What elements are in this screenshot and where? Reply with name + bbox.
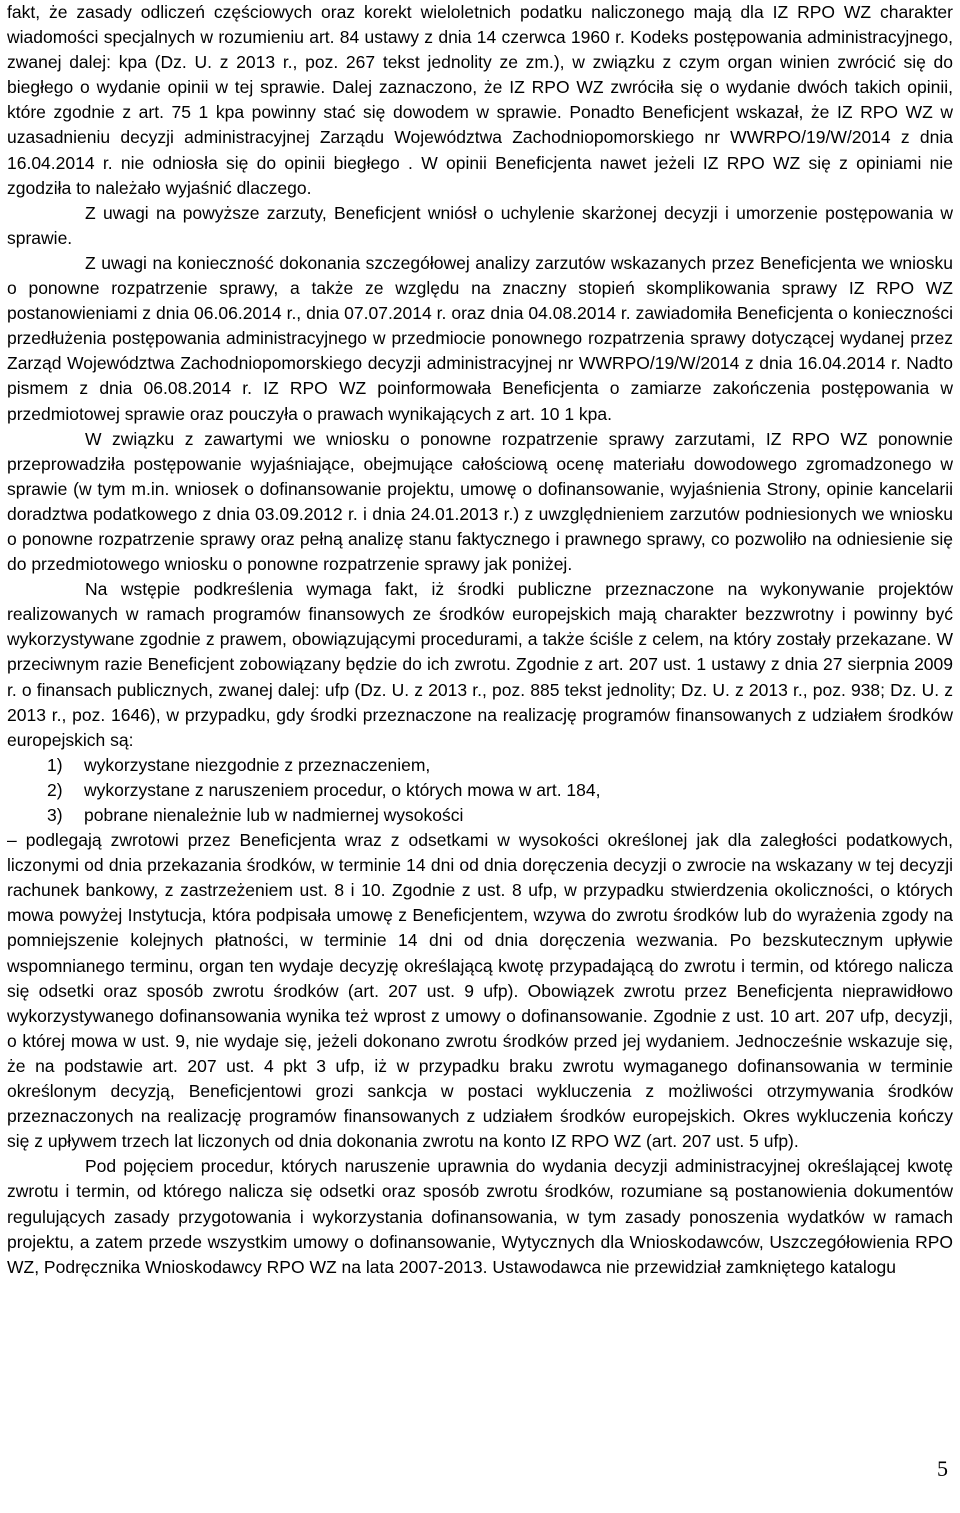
list-item-text: wykorzystane z naruszeniem procedur, o których mowa w art. 184, [84,779,601,800]
paragraph-investigation: W związku z zawartymi we wniosku o ponowne rozpatrzenie sprawy zarzutami, IZ RPO WZ ponownie przeprowadziła postępowanie wyjaśniające, obejmujące całościową ocenę materiału dowodowego zgromadzonego w sprawie (w tym m.in. wniosek o dofinansowanie projektu, umowę o dofinansowanie, wyjaśnienia Strony, opinie kancelarii doradztwa podatkowego z dnia 03.09.2012 r. i dnia 24.01.2013 r.) z uwzględnieniem zarzutów podniesionych we wniosku o ponowne rozpatrzenie sprawy oraz pełną analizę stanu faktycznego i prawnego sprawy, co pozwoliło na odniesienie się do przedmiotowego wniosku o ponowne rozpatrzenie sprawy jak poniżej. [7,428,953,575]
list-item [47,803,953,828]
list-item [47,778,953,803]
page-number: 5 [937,1456,948,1481]
enumerated-list [7,753,953,828]
list-item [47,753,953,778]
paragraph-extension: Z uwagi na konieczność dokonania szczegółowej analizy zarzutów wskazanych przez Beneficjenta we wniosku o ponowne rozpatrzenie sprawy, a także ze względu na znaczny stopień skomplikowania sprawy IZ RPO WZ postanowieniami z dnia 06.06.2014 r., dnia 07.07.2014 r. oraz dnia 04.08.2014 r. zawiadomiła Beneficjenta o konieczności przedłużenia postępowania administracyjnego w przedmiocie ponownego rozpatrzenia sprawy dotyczącej wydanej przez Zarząd Województwa Zachodniopomorskiego decyzji administracyjnej nr WWRPO/19/W/2014 z dnia 16.04.2014 r. Nadto pismem z dnia 06.08.2014 r. IZ RPO WZ poinformowała Beneficjenta o zamiarze zakończenia postępowania w przedmiotowej sprawie oraz pouczyła o prawach wynikających z art. 10 1 kpa. [7,252,953,424]
list-item-text: wykorzystane niezgodnie z przeznaczeniem, [84,754,431,775]
list-item-number: 3) [47,805,63,825]
paragraph-continuation: fakt, że zasady odliczeń częściowych oraz korekt wieloletnich podatku naliczonego mają dla IZ RPO WZ charakter wiadomości specjalnych w rozumieniu art. 84 ustawy z dnia 14 czerwca 1960 r. Kodeks postępowania administracyjnego, zwanej dalej: kpa (Dz. U. z 2013 r., poz. 267 tekst jednolity ze zm.), w związku z czym organ winien zwrócić się do biegłego o wydanie opinii w tej sprawie. Dalej zaznaczono, że IZ RPO WZ zwróciła się o wydanie dwóch takich opinii, które zgodnie z art. 75 1 kpa powinny stać się dowodem w sprawie. Ponadto Beneficjent wskazał, że IZ RPO WZ w uzasadnieniu decyzji administracyjnej Zarządu Województwa Zachodniopomorskiego nr WWRPO/19/W/2014 z dnia 16.04.2014 r. nie odniosła się do opinii biegłego . W opinii Beneficjenta nawet jeżeli IZ RPO WZ się z opiniami nie zgodziła to należało wyjaśnić dlaczego. [7,2,953,198]
document-page [7,0,953,1280]
paragraph-procedures: Pod pojęciem procedur, których naruszenie uprawnia do wydania decyzji administracyjnej określającej kwotę zwrotu i termin, od którego nalicza się odsetki oraz sposób zwrotu środków, rozumiane są postanowienia dokumentów regulujących zasady przygotowania i wykorzystania dofinansowania, w tym zasady ponoszenia wydatków w ramach projektu, a zatem przede wszystkim umowy o dofinansowanie, Wytycznych dla Wnioskodawców, Uszczegółowienia RPO WZ, Podręcznika Wnioskodawcy RPO WZ na lata 2007-2013. Ustawodawca nie przewidział zamkniętego katalogu [7,1156,953,1277]
paragraph-objections: Z uwagi na powyższe zarzuty, Beneficjent wniósł o uchylenie skarżonej decyzji i umorzenie postępowania w sprawie. [7,202,953,248]
paragraph-repayment: – podlegają zwrotowi przez Beneficjenta wraz z odsetkami w wysokości określonej jak dla zaległości podatkowych, liczonymi od dnia przekazania środków, w terminie 14 dni od dnia doręczenia decyzji o zwrocie na wskazany w tej decyzji rachunek bankowy, z zastrzeżeniem ust. 8 i 10. Zgodnie z ust. 8 ufp, w przypadku stwierdzenia okoliczności, o których mowa powyżej Instytucja, która podpisała umowę z Beneficjentem, wzywa do zwrotu środków lub do wyrażenia zgody na pomniejszenie kolejnych płatności, w terminie 14 dni od dnia doręczenia wezwania. Po bezskutecznym upływie wspomnianego terminu, organ ten wydaje decyzję określającą kwotę przypadającą do zwrotu i termin, od którego nalicza się odsetki oraz sposób zwrotu środków (art. 207 ust. 9 ufp). Obowiązek zwrotu przez Beneficjenta nieprawidłowo wykorzystywanego dofinansowania wynika też wprost z umowy o dofinansowanie. Zgodnie z ust. 10 art. 207 ufp, decyzji, o której mowa w ust. 9, nie wydaje się, jeżeli dokonano zwrotu środków przed jej wydaniem. Jednocześnie wskazuje się, że na podstawie art. 207 ust. 4 pkt 3 ufp, iż w przypadku braku zwrotu wymaganego dofinansowania w terminie określonym decyzją, Beneficjentowi grozi sankcja w postaci wykluczenia z możliwości otrzymywania środków przeznaczonych na realizację programów finansowanych z udziałem środków europejskich. Okres wykluczenia kończy się z upływem trzech lat liczonych od dnia dokonania zwrotu na konto IZ RPO WZ (art. 207 ust. 5 ufp). [7,830,953,1152]
list-item-number: 1) [47,754,63,775]
list-item-number: 2) [47,779,63,800]
list-item-text: pobrane nienależnie lub w nadmiernej wysokości [84,805,464,825]
paragraph-public-funds: Na wstępie podkreślenia wymaga fakt, iż środki publiczne przeznaczone na wykonywanie projektów realizowanych w ramach programów finansowych ze środków europejskich mają charakter bezzwrotny i powinny być wykorzystywane zgodnie z prawem, obowiązującymi procedurami, a także ściśle z celem, na który zostały przekazane. W przeciwnym razie Beneficjent zobowiązany będzie do ich zwrotu. Zgodnie z art. 207 ust. 1 ustawy z dnia 27 sierpnia 2009 r. o finansach publicznych, zwanej dalej: ufp (Dz. U. z 2013 r., poz. 885 tekst jednolity; Dz. U. z 2013 r., poz. 938; Dz. U. z 2013 r., poz. 1646), w przypadku, gdy środki przeznaczone na realizację programów finansowanych z udziałem środków europejskich są: [7,579,953,750]
